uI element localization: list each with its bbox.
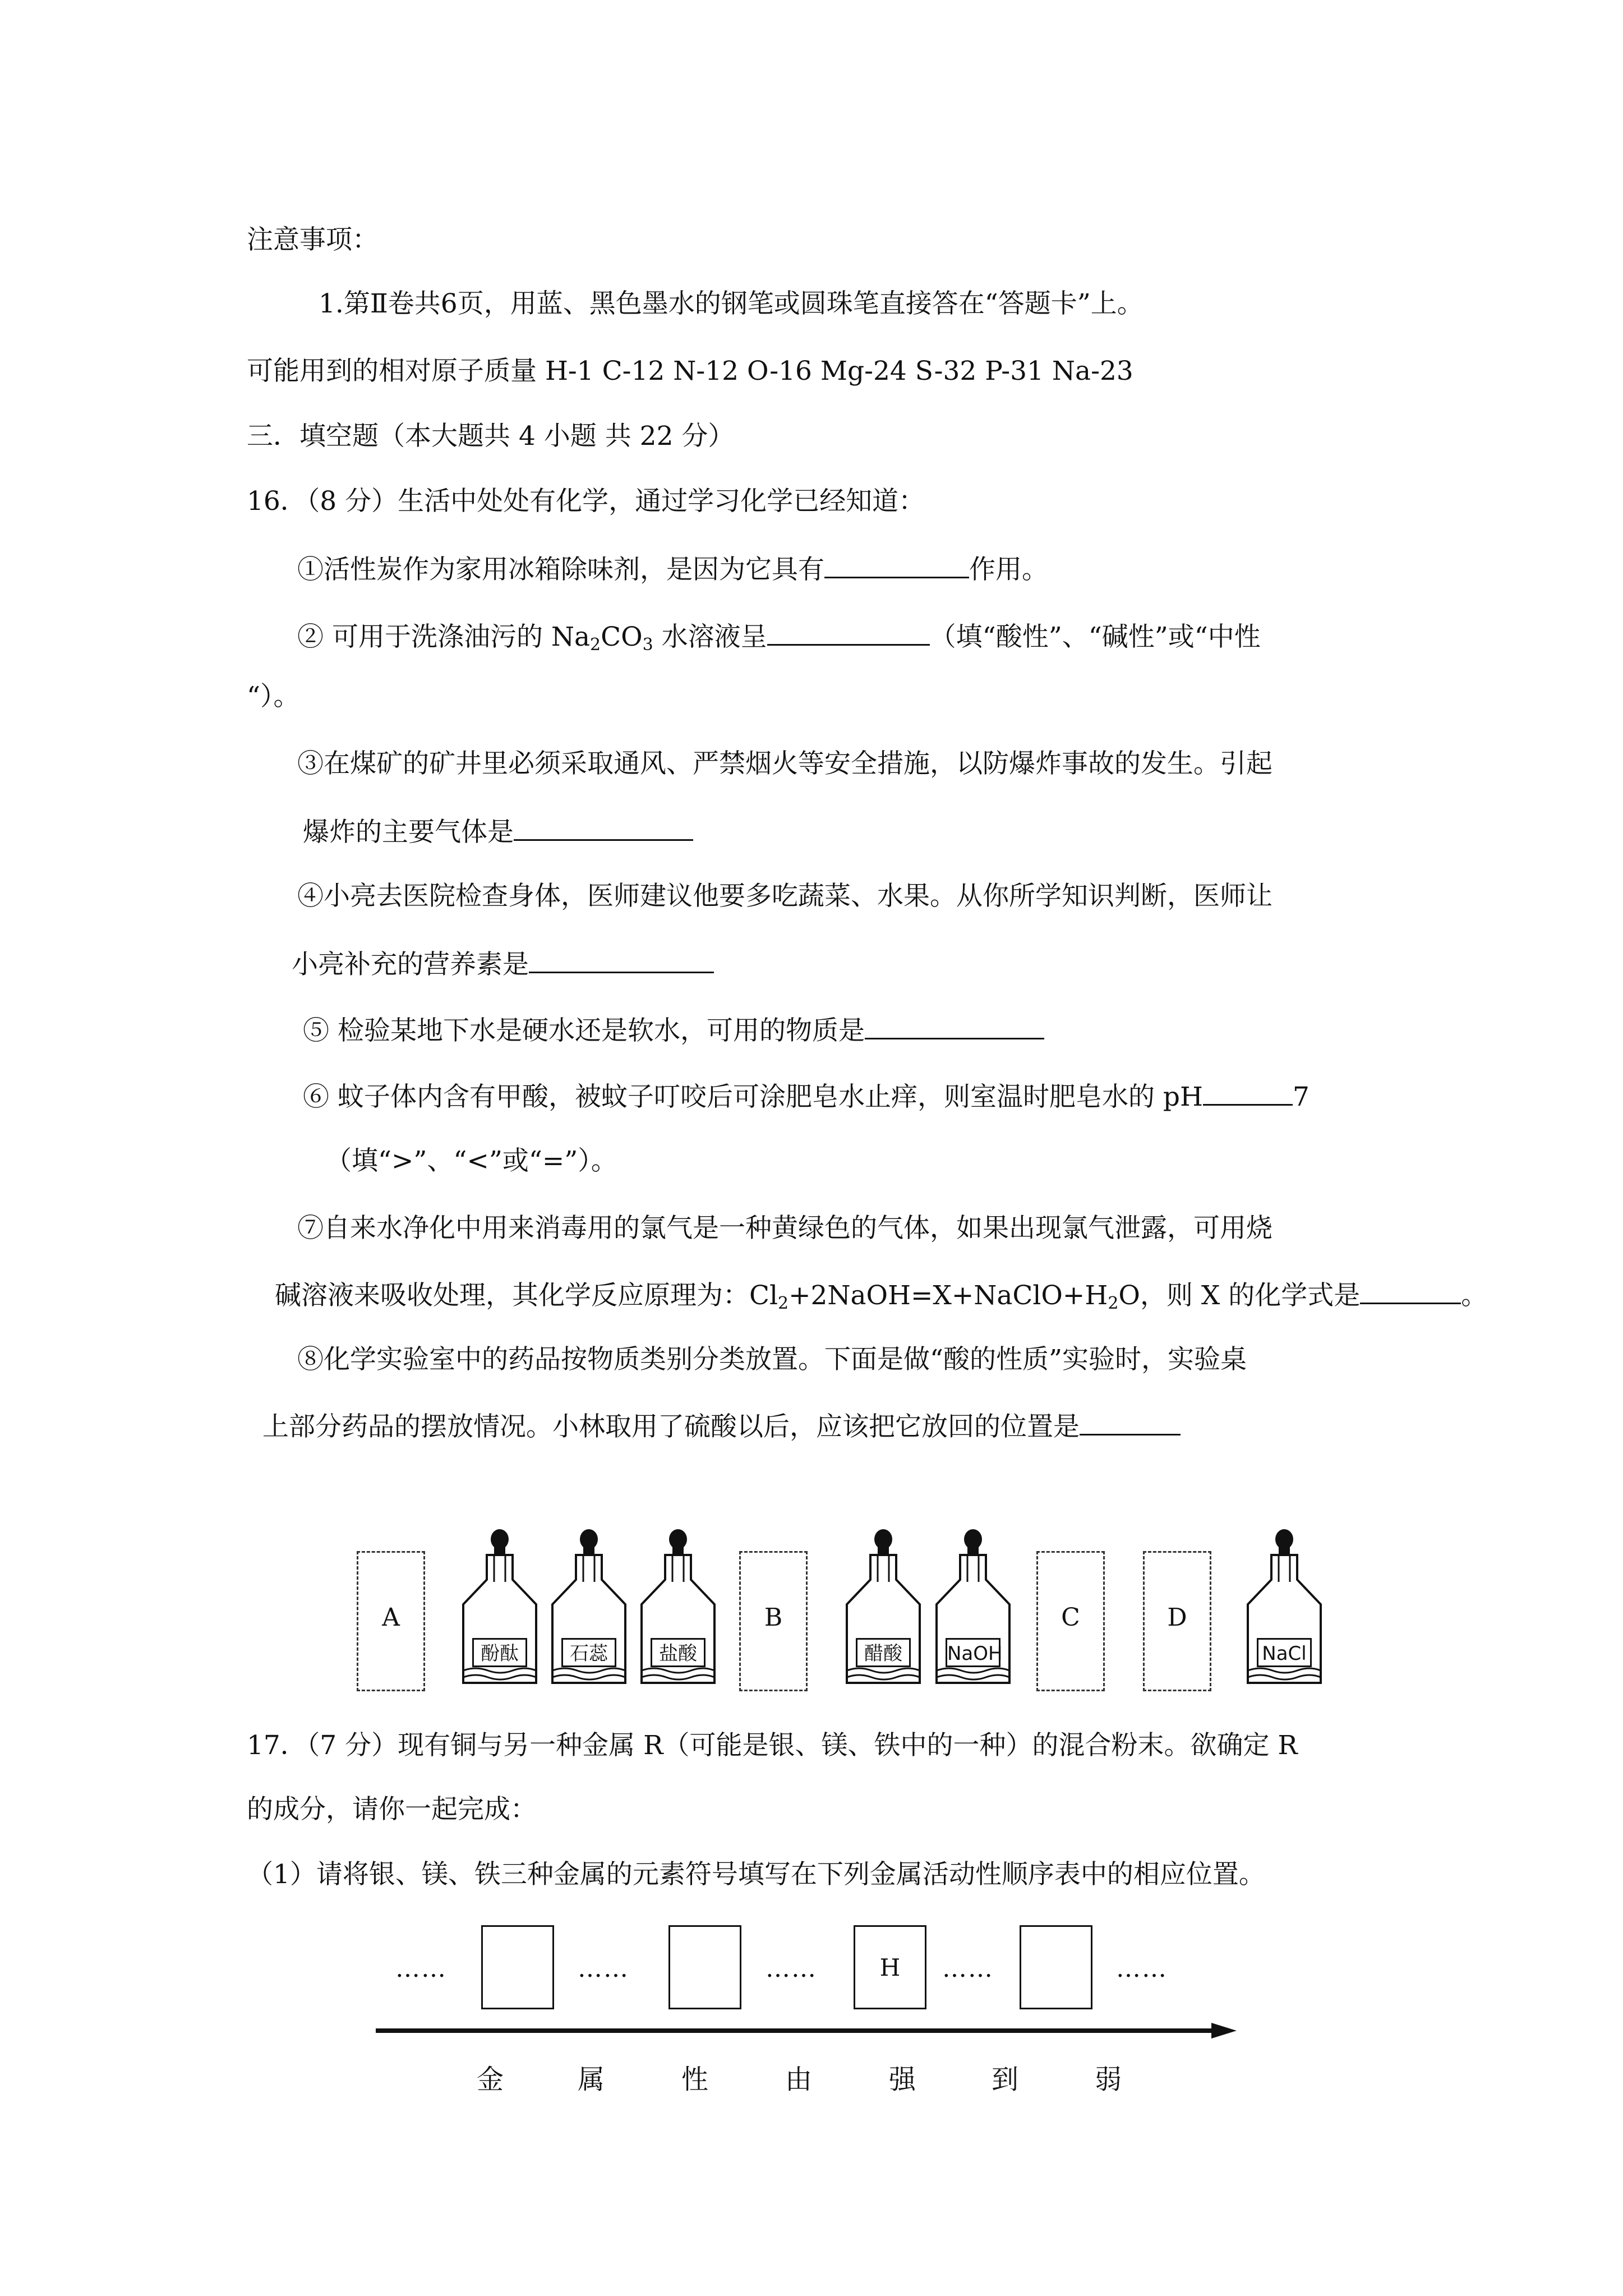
bottle-label: 盐酸 <box>651 1638 706 1667</box>
q16-item-7-text-b: O，则 X 的化学式是 <box>1118 1280 1361 1311</box>
q16-item-6-options: （填“>”、“<”或“=”）。 <box>325 1145 617 1176</box>
reagent-bottle-2 <box>541 1526 637 1688</box>
q16-item-6-blank[interactable] <box>1203 1078 1293 1106</box>
q16-item-4-line-1: ④小亮去医院检查身体，医师建议他要多吃蔬菜、水果。从你所学知识判断，医师让 <box>297 881 1272 912</box>
bottle-label: 醋酸 <box>856 1638 911 1667</box>
formula-part: CO <box>601 622 643 652</box>
q17-stem-line-1: 17．（7 分）现有铜与另一种金属 R（可能是银、镁、铁中的一种）的混合粉末。欲确定 R <box>247 1730 1298 1761</box>
subscript: 2 <box>1108 1294 1119 1313</box>
caption-char: 到 <box>992 2064 1019 2095</box>
q16-item-7-text: 碱溶液来吸收处理，其化学反应原理为：Cl <box>275 1280 778 1311</box>
ellipsis: …… <box>942 1954 994 1983</box>
q16-item-4-text: 小亮补充的营养素是 <box>292 949 529 980</box>
q16-item-7-blank[interactable] <box>1360 1277 1461 1304</box>
shelf-slot-a <box>357 1551 425 1691</box>
q16-item-8-text: 上部分药品的摆放情况。小林取用了硫酸以后，应该把它放回的位置是 <box>262 1411 1080 1442</box>
section-3-title: 三．填空题（本大题共 4 小题 共 22 分） <box>247 421 735 452</box>
q16-item-1 <box>297 551 1048 587</box>
q16-item-5-text: ⑤ 检验某地下水是硬水还是软水，可用的物质是 <box>303 1015 865 1046</box>
q17-part-1: （1）请将银、镁、铁三种金属的元素符号填写在下列金属活动性顺序表中的相应位置。 <box>247 1859 1265 1890</box>
q16-stem: 16．（8 分）生活中处处有化学，通过学习化学已经知道： <box>247 486 925 517</box>
caption-char: 属 <box>578 2064 605 2095</box>
bottle-label: NaCl <box>1257 1638 1312 1667</box>
q16-item-6-text: ⑥ 蚊子体内含有甲酸，被蚊子叮咬后可涂肥皂水止痒，则室温时肥皂水的 pH <box>303 1082 1203 1112</box>
subscript: 3 <box>642 635 653 655</box>
series-box-1[interactable] <box>481 1925 554 2009</box>
q16-item-2-options: （填“酸性”、“碱性”或“中性 <box>929 622 1261 652</box>
reagent-bottle-1 <box>452 1526 547 1688</box>
reagent-bottle-5 <box>925 1526 1021 1688</box>
subscript: 2 <box>590 635 601 655</box>
q16-item-3-line-2 <box>303 813 693 849</box>
q16-item-1-blank[interactable] <box>824 551 969 578</box>
q16-item-6 <box>303 1078 1310 1114</box>
slot-label: C <box>1061 1603 1080 1632</box>
caption-char: 金 <box>477 2064 504 2095</box>
q16-item-2-text: ② 可用于洗涤油污的 Na <box>297 622 591 652</box>
caption-char: 弱 <box>1095 2064 1122 2095</box>
formula-part: +2NaOH=X+NaClO+H <box>789 1280 1108 1311</box>
bottle-label: NaOH <box>946 1638 1000 1667</box>
series-box-3[interactable] <box>1020 1925 1092 2009</box>
shelf-slot-c <box>1036 1551 1105 1691</box>
q16-item-2-close: “）。 <box>247 681 300 712</box>
q16-item-1-tail: 作用。 <box>969 554 1048 585</box>
q16-item-4-line-2 <box>292 946 714 982</box>
notes-item-1: 1.第Ⅱ卷共6页，用蓝、黑色墨水的钢笔或圆珠笔直接答在“答题卡”上。 <box>319 288 1144 319</box>
q16-item-2-text-b: 水溶液呈 <box>653 622 767 652</box>
ellipsis: …… <box>766 1954 817 1983</box>
shelf-slot-b <box>739 1551 808 1691</box>
series-box-h: H <box>854 1925 926 2009</box>
q16-item-8-line-1: ⑧化学实验室中的药品按物质类别分类放置。下面是做“酸的性质”实验时，实验桌 <box>297 1344 1247 1375</box>
q16-item-8-blank[interactable] <box>1080 1408 1181 1435</box>
reagent-bottle-3 <box>630 1526 726 1688</box>
period: 。 <box>1461 1280 1488 1311</box>
slot-label: B <box>764 1603 783 1632</box>
bottle-label: 酚酞 <box>472 1638 527 1667</box>
slot-label: A <box>382 1603 400 1632</box>
q16-item-3-blank[interactable] <box>514 813 693 841</box>
q16-item-3-line-1: ③在煤矿的矿井里必须采取通风、严禁烟火等安全措施，以防爆炸事故的发生。引起 <box>297 748 1272 779</box>
ellipsis: …… <box>578 1954 629 1983</box>
arrow-icon <box>376 2019 1239 2042</box>
ellipsis: …… <box>395 1954 447 1983</box>
reagent-bottle-4 <box>836 1526 931 1688</box>
caption-char: 强 <box>889 2064 916 2095</box>
ellipsis: …… <box>1116 1954 1168 1983</box>
q16-item-7-line-1: ⑦自来水净化中用来消毒用的氯气是一种黄绿色的气体，如果出现氯气泄露，可用烧 <box>297 1213 1272 1244</box>
q16-item-5-blank[interactable] <box>865 1012 1044 1039</box>
slot-label: D <box>1167 1603 1187 1632</box>
q16-item-5 <box>303 1012 1044 1048</box>
q16-item-8-line-2 <box>262 1408 1181 1444</box>
q16-item-3-text: 爆炸的主要气体是 <box>303 817 514 848</box>
q16-item-1-text: ①活性炭作为家用冰箱除味剂，是因为它具有 <box>297 554 824 585</box>
subscript: 2 <box>778 1294 789 1313</box>
bottle-label: 石蕊 <box>561 1638 616 1667</box>
q16-item-2-blank[interactable] <box>767 618 930 646</box>
caption-char: 性 <box>681 2064 709 2095</box>
q17-stem-line-2: 的成分，请你一起完成： <box>247 1794 537 1825</box>
q16-item-4-blank[interactable] <box>529 946 714 973</box>
caption-char: 由 <box>785 2064 813 2095</box>
shelf-slot-d <box>1143 1551 1211 1691</box>
q16-item-7-line-2 <box>275 1277 1487 1313</box>
q16-item-2 <box>297 618 1261 654</box>
series-box-2[interactable] <box>668 1925 741 2009</box>
atomic-masses: 可能用到的相对原子质量 H-1 C-12 N-12 O-16 Mg-24 S-32 P-31 Na-23 <box>247 356 1133 386</box>
q16-item-6-value: 7 <box>1292 1082 1310 1112</box>
notes-heading: 注意事项： <box>247 224 379 255</box>
reagent-bottle-6 <box>1237 1526 1332 1688</box>
